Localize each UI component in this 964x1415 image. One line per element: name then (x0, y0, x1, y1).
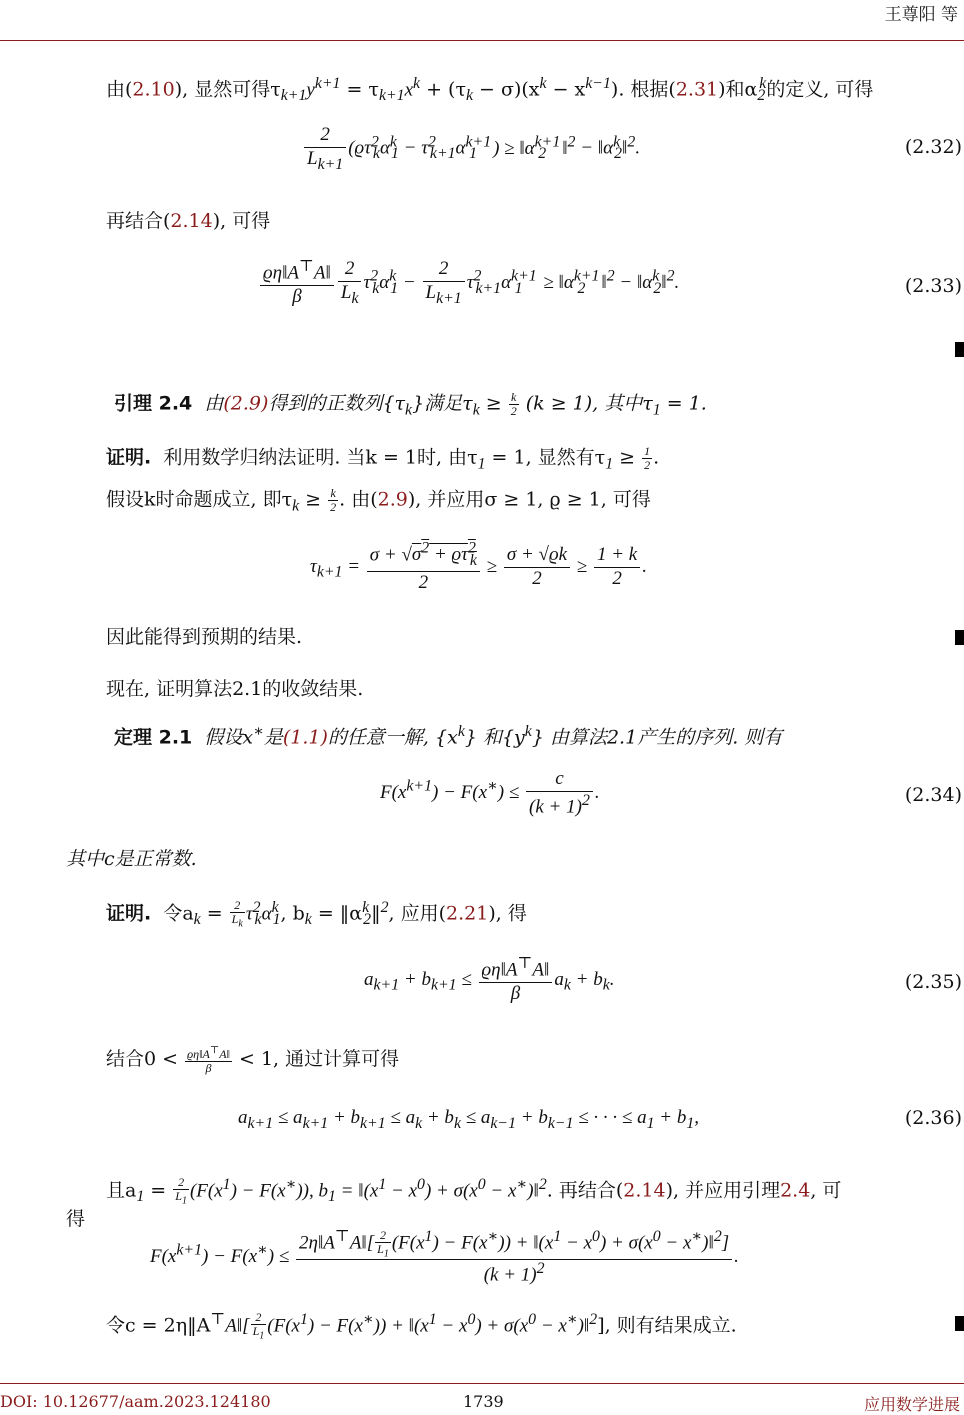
eq-ref-2-14b[interactable]: 2.14 (623, 1179, 666, 1202)
eq-ref-1-1[interactable]: (1.1) (282, 726, 328, 749)
qed-mark (955, 630, 964, 645)
equation-number-2-32: (2.32) (904, 136, 962, 158)
eq-ref-2-9[interactable]: (2.9) (223, 392, 269, 415)
theorem-2-1: 定理 2.1 假设x∗是(1.1)的任意一解, $\{x^k\}$ 和$\{y^k\}$ 由算法2.1产生的序列. 则有 (114, 723, 783, 749)
eq-ref-2-21[interactable]: 2.21 (446, 902, 489, 925)
eq-ref-2-9b[interactable]: 2.9 (377, 488, 408, 511)
qed-mark (955, 342, 964, 357)
paragraph-8-continued: 得 (66, 1208, 86, 1230)
lemma-label: 引理 2.4 (114, 392, 193, 415)
equation-2-36: $a_{k+1} \le a_{k+1} + b_{k+1} \le a_k + b_k \le a_{k-1} + b_{k-1}$ ≤ · · · ≤ $a_1 + b_1$, (238, 1107, 700, 1132)
paragraph-4: 因此能得到预期的结果. (106, 626, 303, 648)
lemma-2-4: 引理 2.4 由(2.9)得到的正数列$\{\tau_k\}$满足$\tau_k$ ≥ $\frac{k}{2}$ (k ≥ 1), 其中$\tau_1 = 1$. (114, 390, 707, 419)
footer-page-number: 1739 (463, 1392, 504, 1411)
equation-2-35: $a_{k+1} + b_{k+1}$ ≤ $\frac{ϱ\eta‖A^⊤A‖}{\beta}$ $a_k + b_k$. (364, 955, 615, 1005)
equation-number-2-35: (2.35) (904, 971, 962, 993)
eq-ref-2-31[interactable]: 2.31 (675, 78, 719, 101)
eq-ref-2-14[interactable]: 2.14 (170, 210, 213, 232)
proof-2: 证明. 令$a_k$ = $\frac{2}{L_k}$ $\tau^2_k\alpha^k_1$, $b_k$ = $‖\alpha^k_2‖^2$, 应用(2.21), 得 (106, 898, 527, 930)
equation-final-bound: $F(x^{k+1}) - F(x^∗)$ ≤ 2η‖A⊤A‖[ $\frac{2}{L_1}$ $(F(x^1) - F(x^∗))$ + $‖(x^1 - x^0) + \sigma(x^0$ − x∗)‖$^2$] $(k + 1)^2$ . (150, 1227, 739, 1286)
qed-mark (955, 1316, 964, 1331)
paragraph-2: 再结合(2.14), 可得 (106, 210, 271, 232)
footer-doi-link[interactable]: DOI: 10.12677/aam.2023.124180 (0, 1392, 271, 1411)
footer-rule (0, 1383, 964, 1384)
paragraph-9: 令c = 2η‖A⊤A‖[ $\frac{2}{L_1}$ $(F(x^1) - F(x^∗))$ + $‖(x^1 - x^0) + \sigma(x^0$ − x∗)‖$^2$], 则有结果成立. (106, 1310, 737, 1342)
paragraph-3: 假设k时命题成立, 即$\tau_k$ ≥ $\frac{k}{2}$ . 由(2.9), 并应用σ ≥ 1, ϱ ≥ 1, 可得 (106, 486, 651, 515)
header-rule (0, 40, 964, 41)
theorem-label: 定理 2.1 (114, 726, 193, 749)
proof-label: 证明. (106, 902, 152, 925)
equation-2-32: $\frac{2}{L_{k+1}}$ ($ϱ\tau^2_k\alpha^k_1 - \tau^2_{k+1}\alpha^{k+1}_1$ ) ≥ $‖\alpha^{k+1}_2$ ‖$^2$ − $‖\alpha^k_2‖^2$. (302, 124, 640, 175)
equation-tau-bound: $\tau_{k+1}$ = $\frac{\sigma + √\sigma^2 + ϱ\tau^2_k}{2}$ ≥ $\frac{\sigma + √ϱk}{2}$ ≥ $\frac{1 + k}{2}$ . (310, 540, 647, 594)
paragraph-7: 结合0 < $\frac{ϱ\eta‖A^⊤A‖}{\beta}$ < 1, 通过计算可得 (106, 1045, 400, 1076)
proof-label: 证明. (106, 446, 152, 469)
theorem-remark: 其中c是正常数. (66, 848, 197, 870)
eq-ref-2-10[interactable]: 2.10 (132, 78, 175, 101)
paragraph-5: 现在, 证明算法2.1的收敛结果. (106, 678, 364, 700)
equation-number-2-34: (2.34) (904, 784, 962, 806)
footer-journal-name[interactable]: 应用数学进展 (863, 1395, 960, 1414)
lemma-ref-2-4[interactable]: 2.4 (780, 1179, 811, 1202)
equation-number-2-36: (2.36) (904, 1107, 962, 1129)
running-header-author: 王尊阳 等 (884, 5, 958, 25)
proof-1: 证明. 利用数学归纳法证明. 当k = 1时, 由$\tau_1 = 1$, 显然有$\tau_1$ ≥ $\frac{1}{2}$ . (106, 444, 660, 473)
paragraph-8: 且$a_1$ = $\frac{2}{L_1}$ $(F(x^1) - F(x^∗))$, $b_1$ = $‖(x^1 - x^0) + \sigma(x^0$ − x∗)‖$^2$. 再结合(2.14), 并应用引理2.4, 可 (106, 1175, 842, 1207)
paragraph-1: 由(2.10), 显然可得$\tau_{k+1}y^{k+1} = \tau_{k+1}x^k + (\tau_k - \sigma)(x^k - x^{k-1})$. 根据(2.31)和$\alpha_2^k$的定义, 可得 (106, 75, 874, 105)
equation-number-2-33: (2.33) (904, 275, 962, 297)
equation-2-34: $F(x^{k+1}) - F(x^∗)$ ≤ $\frac{c}{(k + 1)^2}$ . (380, 768, 600, 818)
equation-2-33: $\frac{ϱ\eta‖A^⊤A‖}{\beta}$ $\frac{2}{L_k}$ $\tau^2_k\alpha^k_1$ − $\frac{2}{L_{k+1}}$ $\tau^2_{k+1}\alpha^{k+1}_1$ ≥ $‖\alpha^{k+1}_2$ ‖$^2$ − $‖\alpha^k_2‖^2$. (258, 258, 679, 309)
